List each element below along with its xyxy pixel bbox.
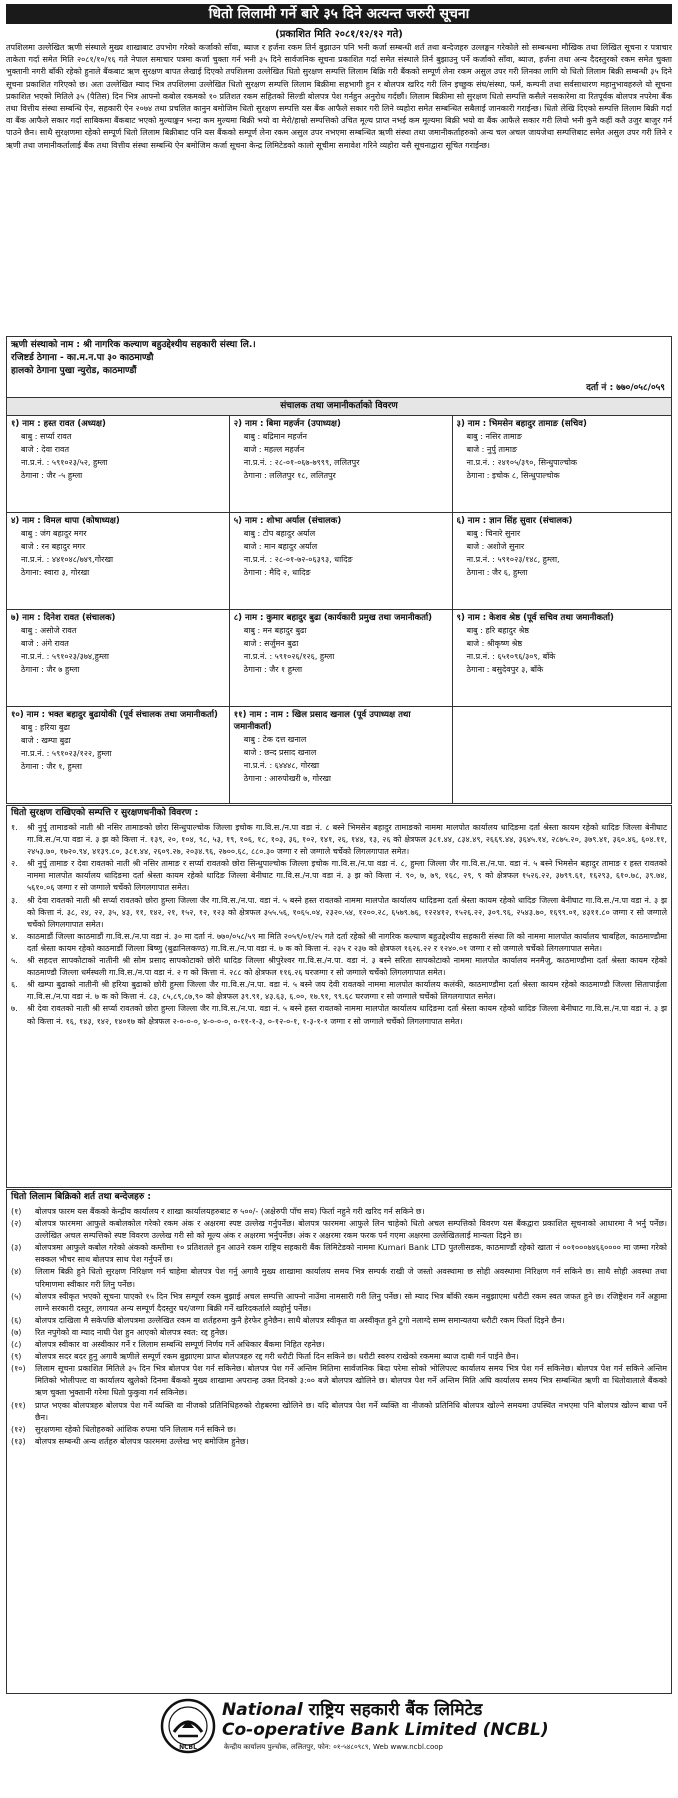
borrower-table bbox=[6, 336, 672, 804]
list-item bbox=[11, 1327, 667, 1339]
director-detail: बाबु : मन बहादुर बुढा bbox=[243, 626, 307, 635]
item-number: (१२) bbox=[11, 1424, 26, 1434]
director-name: ६) नाम : ज्ञान सिंह सुवार (संचालक) bbox=[456, 516, 573, 526]
director-detail: ना.प्र.नं. : २४१०५/३९०, सिन्धुपाल्चोक bbox=[466, 458, 578, 467]
borrower-reg-address: रजिष्टर्ड ठेगाना - का.म.न.पा ३० काठमाण्डौ bbox=[11, 353, 154, 363]
collateral-section bbox=[6, 805, 672, 1188]
list-item bbox=[11, 822, 667, 858]
item-text: बोलपत्र सम्बन्धी अन्य शर्तहरु बोलपत्र फारममा उल्लेख भए बमोजिम हुनेछ। bbox=[35, 1436, 249, 1446]
terms-list bbox=[7, 1205, 671, 1693]
item-text: बोलपत्र स्वीकृत भएको सूचना पाएको १५ दिन भित्र सम्पूर्ण रकम बुझाई अचल सम्पत्ति आफ्नो नाउँमा नामसारी गरी लिनु पर्नेछ। सो म्याद भित्र बाँकी रकम नबुझाएमा धरौटी रकम स्वत जफत हुने छ। रजिष्ट्रेशन गर्ने अड्डामा लाग्ने सरकारी दस्तुर, लगायत अन्य सम्पूर्ण दैदस्तुर घर/जग्गा बिक्री गर्ने खरिदकर्ताले व्यहोर्नु पर्नेछ। bbox=[35, 1291, 667, 1313]
director-detail: ठेगाना : इचोक ८, सिन्धुपाल्चोक bbox=[466, 471, 560, 480]
director-detail: ना.प्र.नं. : ५९१०२६/१२६, हुम्ला bbox=[243, 652, 335, 661]
item-text: बोलपत्र फारम यस बैंकको केन्द्रीय कार्यालय र शाखा कार्यालयहरुबाट रु ५००/- (अक्षेरुपी पाँच सय) फिर्ता नहुने गरी खरिद गर्न सकिने छ। bbox=[35, 1207, 425, 1216]
director-detail: बाबु : सर्प्या रावत bbox=[21, 432, 72, 441]
director-detail: ठेगाना : ललितपुर १८, ललितपुर bbox=[243, 471, 336, 480]
item-number: (१३) bbox=[11, 1436, 26, 1446]
director-detail: बाजे : श्रीकृष्ण श्रेष्ठ bbox=[466, 639, 523, 648]
director-detail: ना.प्र.नं. : ६५१०९६/३०९, बाँके bbox=[466, 652, 556, 661]
director-name: १) नाम : हस्त रावत (अध्यक्ष) bbox=[11, 419, 106, 429]
director-detail: ठेगाना: स्वारा ३, गोरखा bbox=[21, 568, 90, 577]
director-card bbox=[229, 610, 452, 707]
intro-paragraph: तपशिलमा उल्लेखित ऋणी संस्थाले मुख्य शाखाबाट उपभोग गरेको कर्जाको साँवा, ब्याज र हर्जना रकम तिर्न बुझाउन पनि भनी कर्जा सम्बन्धी शर्त तथा बन्देजहरु उल्लङ्घन गरेकोले सो सम्बन्धमा मौखिक तथा लिखित सूचना र पत्राचार ताकेता गर्दा समेत मिति २०८१/१०/१६ गते नेपाल समाचार पत्रमा कर्जा चुक्ता गर्न भनी ३५ दिने सार्वजनिक सूचना प्रकाशित गर्दा समेत संस्थाले तिर्न बुझाउनु पर्ने कर्जाको साँवा, ब्याज, हर्जना तथा अन्य दैदस्तुरको रकम समेत चुक्ता भुक्तानी नगरी बाँकी रहेको हुनाले बैंकबाट ऋण सुरक्षण बापत लेखाई दिएको तपशिलमा उल्लेखित धितो सुरक्षण सम्पत्ति लिलाम बिक्रि गरी बैंकको सम्पूर्ण लेना रकम असुल उपर गरी लिनका लागि यो धितो लिलाम बिक्री सम्बन्धी ३५ दिने सूचना प्रकाशित गरिएको छ। अतः उल्लेखित म्याद भित्र तपशिलमा उल्लेखित धितो सुरक्षण सम्पत्ति लिलाम बिक्रीमा सहभागी हुन र बोलपत्र खरिद गरी लिन इच्छुक संघ/संस्था, फर्म, कम्पनी तथा सर्वसाधारण महानुभावहरुले यो सूचना प्रकाशित भएको मितिले ३५ (पैतिस) दिन भित्र आफ्नो कबोल रकमको १० प्रतिशत रकम सहितको सिल्डी बोलपत्र पेश गर्नहुन अनुरोध गर्दछौं। लिलाम बिक्रीमा सो सुरक्षण धितो सम्पत्ति कसैले नसकारेमा वा रितपूर्वक बोलपत्र नपरेमा बैंक तथा वित्तीय संस्था सम्बन्धि ऐन, सहकारी ऐन २०७४ तथा प्रचलित कानुन बमोजिम धितो सुरक्षण सम्पत्ति यस बैंक आफैले सकार गरी लिने व्यहोरा समेत सम्बन्धित सबैलाई जानकारी गराईन्छ। धितो लेखि दिएको सम्पत्ति लिलाम बिक्री गर्दा वा बैंक आफैले सकार गर्दा साबिकमा बैंकबाट भएको मुल्याङ्कन भन्दा कम मुल्यमा बिक्री भयो वा मेरो/हाम्रो सम्पत्तिको उचित मूल्य प्राप्त नभई कम मूल्यमा बिक्री भयो वा बैंक आफैले सकार गरी लियो भनी कुनै कहीं कतै उजुर बाजुर गर्न पाउने छैन। साथै सुरक्षणमा रहेको सम्पूर्ण धितो लिलाम बिक्रीबाट पनि यस बैंकको सम्पूर्ण लेना रकम असुल उपर नभएमा सम्बन्धित ऋणी संस्था तथा जमानीकर्ताहरुको अन्य चल अचल जायजेथा सम्पत्तिबाट समेत असुल उपर गरी लिने र ऋणी तथा जमानीकर्तालाई बैंक तथा वित्तीय संस्था सम्बन्धि ऐन बमोजिम कर्जा सूचना केन्द्र लिमिटेडको कालो सूचीमा समावेश गरिने व्यहोरा यसै सूचनाद्वारा सूचित गराईन्छ। bbox=[6, 43, 672, 150]
item-number: (७) bbox=[11, 1327, 22, 1337]
terms-section bbox=[6, 1189, 672, 1694]
notice-page bbox=[6, 4, 672, 1756]
item-number: (५) bbox=[11, 1291, 22, 1301]
director-detail: ठेगाना : जैर ७ हुम्ला bbox=[21, 665, 80, 674]
director-name: ३) नाम : भिमसेन बहादुर तामाङ (सचिव) bbox=[456, 419, 587, 429]
list-item bbox=[11, 1436, 667, 1448]
item-number: (२) bbox=[11, 1219, 22, 1229]
director-detail: बाजे : रन बहादुर मगर bbox=[21, 542, 86, 551]
director-card bbox=[7, 513, 230, 610]
director-detail: बाबु : हरि बहादुर श्रेष्ठ bbox=[466, 626, 529, 635]
director-detail: बाबु : नसिर तामाङ bbox=[466, 432, 522, 441]
item-number: (१०) bbox=[11, 1364, 26, 1374]
director-detail: बाजे : सर्जुमन बुढा bbox=[243, 639, 299, 648]
item-text: श्री सहदत्त सापकोटाको नातीनी श्री सोम प्रसाद सापकोटाको छोरी धादिङ जिल्ला श्रीपुरेश्वर गा.वि.स./न.पा. वडा नं. ३ बस्ने सरिता सापकोटाको नाममा मालपोत कार्यालय मनमैजु, काठमाण्डौमा दर्ता श्रेस्ता कायम रहेको काठमाण्डौ जिल्ला धर्मस्थली गा.वि.स./न.पा वडा नं. २ ग को कित्ता नं. २८८ को क्षेत्रफल ११६.२६ घरजग्गा र सो जग्गाले चर्चेको लिगलगापात समेत। bbox=[27, 956, 667, 978]
item-number: ६. bbox=[11, 980, 18, 990]
director-detail: बाबु : टोप बहादुर अर्याल bbox=[243, 529, 316, 538]
director-card bbox=[229, 513, 452, 610]
list-item bbox=[11, 1206, 667, 1218]
item-text: बोलपत्रमा आफुले कबोल गरेको अंकको कम्तीमा १० प्रतिशतले हुन आउने रकम राष्ट्रिय सहकारी बैंक लिमिटेडको नाममा Kumari Bank LTD पुतलीसडक, काठमाण्डौं रहेको खाता नं ००१०००७४६६०००० मा जम्मा गरेको सक्कल भौचर साथ बोलपत्र साथ पेश गर्नुपर्ने छ। bbox=[35, 1243, 667, 1265]
director-detail: ठेगाना : जैर १, हुम्ला bbox=[21, 762, 82, 771]
director-detail: ना.प्र.नं. : ५९१०२३/३७४,हुम्ला bbox=[21, 652, 109, 661]
list-item bbox=[11, 1242, 667, 1266]
director-card bbox=[7, 416, 230, 513]
list-item bbox=[11, 1351, 667, 1363]
director-detail: ठेगाना : आरुपोखरी ७, गोरखा bbox=[243, 774, 331, 783]
item-number: (६) bbox=[11, 1315, 22, 1325]
list-item bbox=[11, 1315, 667, 1327]
item-number: (३) bbox=[11, 1243, 22, 1253]
logo-text: NCBL bbox=[179, 1744, 197, 1751]
director-name: १०) नाम : भक्त बहादुर बुढायोकी (पूर्व संचालक तथा जमानीकर्ता) bbox=[11, 710, 218, 720]
directors-grid bbox=[7, 416, 672, 804]
list-item bbox=[11, 1003, 667, 1027]
director-detail: बाबु : असोजे रावत bbox=[21, 626, 77, 635]
list-item bbox=[11, 1424, 667, 1436]
bank-footer bbox=[6, 1696, 672, 1756]
item-text: श्री नुर्पु तामाङ र देवा रावतको नाती श्री नसिर तामाङ र सर्प्या रावतको छोरा सिन्धुपाल्चोक जिल्ला इचोक गा.वि.स./न.पा वडा नं. ८, हुम्ला जिल्ला जैर गा.वि.स./न.पा. वडा नं. ५ बस्ने भिमसेन बहादुर तामाङ र हस्त रावतको नाममा मालपोत कार्यालय धादिङमा दर्ता श्रेस्ता कायम रहेको धादिङ जिल्ला बेनीघाट गा.वि.स./न.पा वडा नं. ३ झ को कित्ता नं. ९०, ७, ७९, १६८, २९, ९ को क्षेत्रफल १५२६.२२, ३७९९.६१, १६२९३, ६१०.७८, ३९.७४, ५६१०.०६ जग्गा र सो जग्गाले चर्चेको लिगलगापात समेत। bbox=[27, 859, 667, 893]
director-detail: ना.प्र.नं. : २८-०१-७२-०६३९३, धादिङ bbox=[243, 555, 353, 564]
director-card bbox=[452, 513, 671, 610]
item-text: काठमाडौं जिल्ला काठमाडौं गा.वि.स./न.पा वडा नं. ३० मा दर्ता नं. ७७०/०५८/५९ मा मिति २०५९/०१/२५ गते दर्ता रहेको श्री नागरिक कल्याण बहुउद्देश्यीय सहकारी संस्था लि को नाममा मालपोत कार्यालय चाबहिल, काठमाण्डौमा दर्ता श्रेस्ता कायम रहेको काठमाडौं जिल्ला बिष्णु (बुढानिलकण्ठ) गा.वि.स./न.पा वडा नं. ७ क को कित्ता नं. २३५ र २३७ को क्षेत्रफल १६२६.२२ र १२४०.०१ जग्गा र सो जग्गाले चर्चेको लिगलगापात समेत। bbox=[27, 931, 667, 953]
director-detail: बाजे : महल्ल महर्जन bbox=[243, 445, 305, 454]
list-item bbox=[11, 931, 667, 955]
director-detail: ना.प्र.नं. : २८-०१-०६७-७९९९, ललितपुर bbox=[243, 458, 360, 467]
director-detail: ठेगाना : मैदि २, धादिङ bbox=[243, 568, 311, 577]
collateral-heading: धितो सुरक्षण राखिएको सम्पत्ति र सुरक्षणधनीको विवरण : bbox=[11, 808, 199, 818]
bank-name-en2: Co-operative Bank Limited (NCBL) bbox=[222, 1720, 549, 1740]
bank-name-en1: National bbox=[222, 1700, 303, 1720]
item-text: श्री देवा रावतको नाती श्री सर्प्या रावतको छोरा हुम्ला जिल्ला जैर गा.वि.स./न.पा. वडा नं. ५ बस्ने हस्त रावतको नाममा मालपोत कार्यालय धादिङमा दर्ता श्रेस्ता कायम रहेको धादिङ जिल्ला बेनीघाट गा.वि.स./न.पा वडा नं. ३ झ को कित्ता नं. १६, १४३, १४२, १४०१७ को क्षेत्रफल २-०-०-०, ४-०-०-०, ०-११-१-३, ०-१२-०-१, १-३-१-१ जग्गा र सो जग्गाले चर्चेको लिगलगापात समेत। bbox=[27, 1004, 667, 1026]
item-number: (११) bbox=[11, 1400, 26, 1410]
director-card bbox=[7, 610, 230, 707]
item-number: २. bbox=[11, 859, 18, 869]
item-number: (१) bbox=[11, 1207, 22, 1216]
item-text: लिलाम सूचना प्रकाशित मितिले ३५ दिन भित्र बोलपत्र पेश गर्न सकिनेछ। बोलपत्र पेश गर्ने अन्तिम मितिमा सार्वजनिक बिदा परेमा सोको भोलिपल्ट कार्यालय समय भित्र पेश गर्न सकिनेछ। बोलपत्र पेश गर्न सकिने अन्तिम मितिको भोलीपल्ट वा कार्यालय खुलेको दिनमा बैंकको मुख्य शाखामा अपरान्ह उक्त दिनको ३:०० बजे बोलपत्र खोलिने छ। बोलपत्र पेश गर्ने अन्तिम मिति अघि कार्यालय समय भित्र सम्बन्धित ऋणी वा धितोवालाले बैंकको ऋण चुक्ता भुक्तानी गरेमा धितो फुकुवा गर्न सकिनेछ। bbox=[35, 1364, 667, 1398]
director-name: ११) नाम : नाम : खिल प्रसाद खनाल (पूर्व उपाध्यक्ष तथा जमानीकर्ता) bbox=[233, 710, 411, 732]
list-item bbox=[11, 979, 667, 1003]
directors-heading: संचालक तथा जमानीकर्ताको विवरण bbox=[7, 398, 672, 416]
director-detail: ना.प्र.नं. : ५९१०२३/५२, हुम्ला bbox=[21, 458, 108, 467]
director-detail: बाजे : छन्द प्रसाद खनाल bbox=[243, 748, 317, 757]
director-card bbox=[229, 416, 452, 513]
item-number: (८) bbox=[11, 1340, 22, 1350]
item-text: श्री देवा रावतको नाती श्री सर्प्या रावतको छोरा हुम्ला जिल्ला जैर गा.वि.स./न.पा. वडा नं. ५ बस्ने हस्त रावतको नाममा मालपोत कार्यालय धादिङमा दर्ता श्रेस्ता कायम रहेको धादिङ जिल्ला बेनीघाट गा.वि.स./न.पा वडा नं. ३ झ को कित्ता नं. ३८, २४, २२, ३५, ४३, ११, १४२, २१, १५२, १२, १२३ को क्षेत्रफल ३५५.५६, १०६५.०४, २३२०.५४, १२००.२८, ६५७९.७६, १२२४१२, १५२६.२२, ३०९.९६, २५४३.७०, १६९९.०१, ४३११.८० जग्गा र सो जग्गाले चर्चेको लिगलगापात समेत। bbox=[27, 895, 667, 929]
director-detail: ना.प्र.नं. : ६४४४८, गोरखा bbox=[243, 761, 320, 770]
list-item bbox=[11, 1363, 667, 1399]
notice-title: धितो लिलामी गर्ने बारे ३५ दिने अत्यन्त जरुरी सूचना bbox=[6, 4, 672, 24]
item-number: ३. bbox=[11, 895, 18, 905]
list-item bbox=[11, 1400, 667, 1424]
director-detail: बाबु : जंग बहादुर मगर bbox=[21, 529, 87, 538]
item-number: ७. bbox=[11, 1004, 18, 1014]
director-detail: ना.प्र.नं. : ५९१०२३/१४८, हुम्ला, bbox=[466, 555, 560, 564]
director-detail: बाजे : देवा रावत bbox=[21, 445, 70, 454]
director-card bbox=[229, 707, 452, 804]
borrower-reg-no: दर्ता नं : ७७०/०५८/०५९ bbox=[586, 383, 665, 393]
item-text: सुरक्षणमा रहेको धितोहरुको आंशिक रुपमा पनि लिलाम गर्न सकिने छ। bbox=[35, 1424, 237, 1434]
list-item bbox=[11, 1339, 667, 1351]
list-item bbox=[11, 1291, 667, 1315]
director-card bbox=[452, 416, 671, 513]
director-detail: बाजे : अंगे रावत bbox=[21, 639, 69, 648]
director-name: २) नाम : बिमा महर्जन (उपाध्यक्ष) bbox=[233, 419, 341, 429]
director-detail: बाबु : टेक दत्त खनाल bbox=[243, 735, 307, 744]
item-text: रित नपुगेको वा म्याद नाघी पेश हुन आएको बोलपत्र स्वत: रद्द हुनेछ। bbox=[35, 1327, 228, 1337]
director-detail: ठेगाना : बसुदेवपुर ३, बाँके bbox=[466, 665, 544, 674]
terms-heading: धितो लिलाम बिक्रिको शर्त तथा बन्देजहरु : bbox=[11, 1192, 151, 1202]
item-text: श्री खम्पा बुढाको नातीनी श्री हरिया बुढाको छोरी हुम्ला जिल्ला जैर गा.वि.स./न.पा. वडा नं. ५ बस्ने जय देवी रावतको नाममा मालपोत कार्यालय कलंकी, काठमाण्डौमा दर्ता श्रेस्ता कायम रहेको काठमाण्डौ जिल्ला सितापाईला गा.वि.स./न.पा वडा नं. ७ क को कित्ता नं. ८३, ८५,८९,८७,९० को क्षेत्रफल ३९.९१, ४३.६३, ६.००, १७.९१, ९९.६८ घरजग्गा र सो जग्गाले चर्चेको लिगलगापात समेत। bbox=[27, 980, 667, 1002]
item-text: लिलाम बिक्री हुने धितो सुरक्षण निरिक्षण गर्न चाहेमा बोलपत्र पेश गर्नु अगावै मुख्य शाखामा कार्यालय समय भित्र सम्पर्क राखी जे जस्तो अवस्थामा छ सोही अवस्थामा निरिक्षण गर्न सकिने छ। साथै सोही अवस्था तथा परिमाणमा स्वीकार गरी लिनु पर्नेछ। bbox=[35, 1267, 667, 1289]
director-detail: बाजे : मान बहादुर अर्याल bbox=[243, 542, 318, 551]
bank-name-np: राष्ट्रिय सहकारी बैंक लिमिटेड bbox=[308, 1700, 483, 1720]
director-detail: बाजे : नुर्पु तामाङ bbox=[466, 445, 517, 454]
director-name: ४) नाम : विमल थापा (कोषाध्यक्ष) bbox=[11, 516, 120, 526]
bank-name-line1 bbox=[222, 1700, 482, 1720]
item-number: (९) bbox=[11, 1352, 22, 1362]
item-number: ५. bbox=[11, 956, 18, 966]
director-name: ८) नाम : कुमार बहादुर बुढा (कार्यकारी प्रमुख तथा जमानीकर्ता) bbox=[233, 613, 433, 623]
borrower-current-address: हालको ठेगाना पुखा न्युरोड, काठमाण्डौं bbox=[11, 366, 137, 376]
director-detail: बाबु : चिनारे सुनार bbox=[466, 529, 521, 538]
list-item bbox=[11, 858, 667, 894]
list-item bbox=[11, 895, 667, 931]
item-text: बोलपत्र स्वीकार वा अस्वीकार गर्ने र लिलाम सम्बन्धि सम्पूर्ण निर्णय गर्ने अधिकार बैंकमा निहित रहनेछ। bbox=[35, 1340, 325, 1350]
director-detail: ना.प्र.नं. : ५९१०२३/१२२, हुम्ला bbox=[21, 749, 112, 758]
director-detail: ना.प्र.नं. : ४४१०४८/७४९,गोरखा bbox=[21, 555, 114, 564]
director-card bbox=[452, 610, 671, 707]
item-number: (४) bbox=[11, 1267, 22, 1277]
director-detail: बाजे : अशोजे सुनार bbox=[466, 542, 525, 551]
item-number: १. bbox=[11, 823, 18, 832]
bank-address: केन्द्रीय कार्यालय पुल्चोक, ललितपुर, फोन: ०१-५४८०९८९, Web www.ncbl.coop bbox=[224, 1743, 444, 1751]
director-detail: ठेगाना : जैर ६, हुम्ला bbox=[466, 568, 528, 577]
director-detail: बाबु : बद्रिमान महर्जन bbox=[243, 432, 307, 441]
ncbl-logo-icon bbox=[160, 1698, 216, 1754]
director-card bbox=[7, 707, 230, 804]
list-item bbox=[11, 1266, 667, 1290]
director-detail: बाबु : हरिया बुढा bbox=[21, 723, 70, 732]
item-text: बोलपत्र फारममा आफुले कबोलकोल गरेको रकम अंक र अक्षरमा स्पष्ट उल्लेख गर्नुपर्नेछ। बोलपत्र फारममा आफुले लिन चाहेको धितो अचल सम्पत्तिको विवरण यस बैंकद्वारा प्रकाशित सूचनाको आधारमा नै भर्नु पर्नेछ। उल्लेखित अचल सम्पत्तिको स्पष्ट विवरण उल्लेख गरी सो को मूल्य अंक र अक्षरमा भर्नुपर्नेछ। अंक र अक्षरमा रकम फरक पर्न गएमा अक्षरमा उल्लेखितलाई मान्यता दिइने छ। bbox=[35, 1219, 667, 1241]
borrower-info bbox=[7, 337, 672, 398]
item-text: बोलपत्र सदर बदर हुनु अगावै ऋणीले सम्पूर्ण रकम बुझाएमा प्राप्त बोलपत्रहरु रद्द गरी धरौटी फिर्ता दिन सकिने छ। धरौटी स्वरुप राखेको रकममा ब्याज दाबी गर्न पाईने छैन। bbox=[35, 1352, 519, 1362]
empty-cell bbox=[452, 707, 671, 804]
item-text: प्राप्त भएका बोलपत्रहरु बोलपत्र पेश गर्ने व्यक्ति वा नीजको प्रतिनिधिहरुको रोहबरमा खोलिने छ। यदि बोलपत्र पेश गर्ने व्यक्ति वा नीजको प्रतिनिधि बोलपत्र खोल्ने समयमा उपस्थित नभएमा पनि बोलपत्र खोल्न बाधा पर्ने छैन। bbox=[35, 1400, 667, 1422]
director-name: ७) नाम : दिनेश रावत (संचालक) bbox=[11, 613, 116, 623]
director-detail: बाजे : खम्पा बुढा bbox=[21, 736, 71, 745]
item-text: बोलपत्र दाखिला मै सकेपछि बोलपत्रमा उल्लेखित रकम वा शर्तहरुमा कुनै हेरफेर हुनेछैन। साथै बोलपत्र स्वीकृत वा अस्वीकृत हुने टुगो नलाग्दे सम्म समान्यतया धरौटी रकम फिर्ता दिइने छैन। bbox=[35, 1315, 565, 1325]
director-name: ९) नाम : केशव श्रेष्ठ (पूर्व सचिव तथा जमानीकर्ता) bbox=[456, 613, 614, 623]
item-number: ४. bbox=[11, 931, 18, 941]
publish-date: (प्रकाशित मिति २०८१/१२/१२ गते) bbox=[275, 29, 403, 40]
director-detail: ठेगाना : जैर -५ हुम्ला bbox=[21, 471, 83, 480]
collateral-list bbox=[7, 821, 671, 1187]
director-name: ५) नाम : शोभा अर्याल (संचालक) bbox=[233, 516, 342, 526]
director-detail: ठेगाना : जैर १ हुम्ला bbox=[243, 665, 303, 674]
borrower-name: ऋणी संस्थाको नाम : श्री नागरिक कल्याण बहुउद्देश्यीय सहकारी संस्था लि.। bbox=[11, 340, 256, 350]
item-text: श्री नुर्पु तामाङको नाती श्री नसिर तामाङको छोरा सिन्धुपाल्चोक जिल्ला इचोक गा.वि.स./न.पा वडा नं. ८ बस्ने भिमसेन बहादुर तामाङको नाममा मालपोत कार्यालय धादिङमा दर्ता श्रेस्ता कायम रहेको धादिङ जिल्ला बेनीघाट गा.वि.स./न.पा वडा नं. ३ झ को कित्ता नं. १३९, २०, १०४, ९८, ५३, १९, १०६, १८, १०३, ३६, १०२, १४१, २६, १४४, १३, २६ को क्षेत्रफल ३८१.४४, ८३४.४९, २६६९.४४, ३६४५.१४, २८७५.२०, ३७९.४१, ३६०.४६, ६०४.११, २४५३.७०, १७२०.९४, ४१३९.८०, ३८१.४४, २६०९.२७, २०३४.९६, २७००.६८, ८८०.३० जग्गा र सो जग्गाले चर्चेको लिगलगापात समेत। bbox=[27, 823, 667, 857]
list-item bbox=[11, 1218, 667, 1242]
list-item bbox=[11, 955, 667, 979]
